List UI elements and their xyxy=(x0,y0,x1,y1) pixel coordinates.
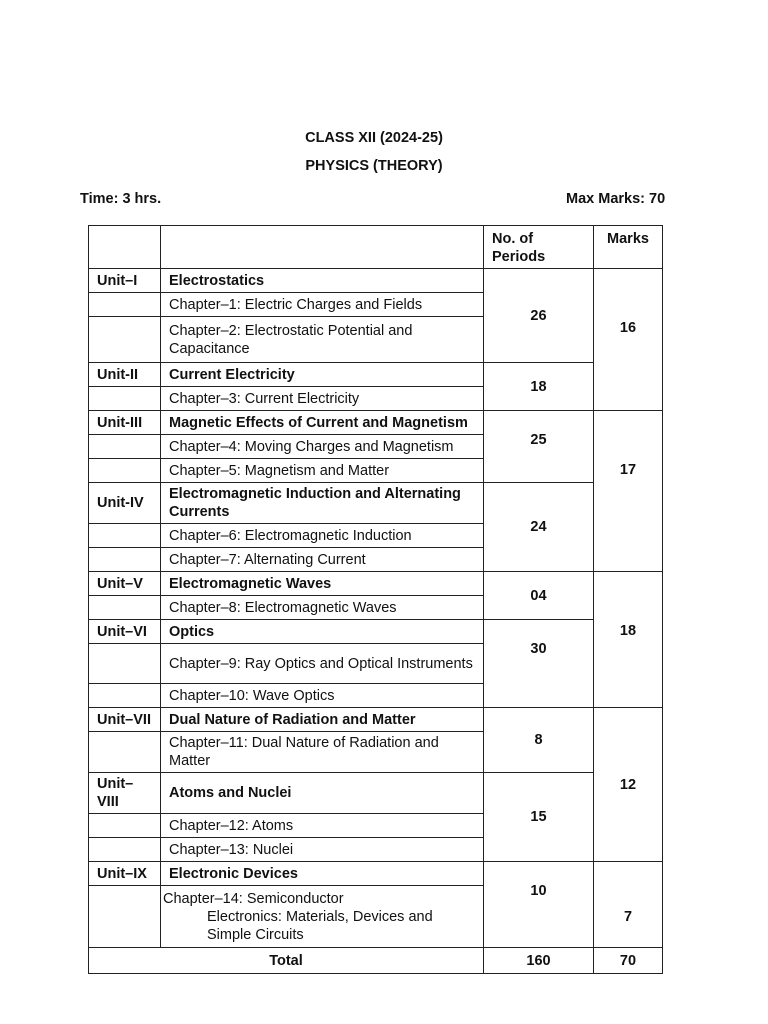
chapter: Chapter–9: Ray Optics and Optical Instruments xyxy=(161,644,484,684)
total-label: Total xyxy=(89,948,484,974)
chapter: Chapter–11: Dual Nature of Radiation and Matter xyxy=(161,732,484,773)
table-row xyxy=(89,483,663,524)
table-row xyxy=(89,411,663,435)
unit-title: Electromagnetic Waves xyxy=(161,572,484,596)
unit-periods: 24 xyxy=(484,483,594,572)
unit-periods: 15 xyxy=(484,773,594,862)
unit-blank xyxy=(89,814,161,838)
unit-periods: 18 xyxy=(484,363,594,411)
max-marks: Max Marks: 70 xyxy=(566,191,666,207)
unit-label: Unit-III xyxy=(89,411,161,435)
chapter: Chapter–5: Magnetism and Matter xyxy=(161,459,484,483)
unit-label: Unit–V xyxy=(89,572,161,596)
chapter: Chapter–3: Current Electricity xyxy=(161,387,484,411)
table-row xyxy=(89,572,663,596)
chapter: Chapter–4: Moving Charges and Magnetism xyxy=(161,435,484,459)
unit-blank xyxy=(89,317,161,363)
unit-label: Unit-IV xyxy=(89,483,161,524)
chapter-line: Electronics: Materials, Devices and xyxy=(207,908,433,925)
chapter: Chapter–2: Electrostatic Potential and Capacitance xyxy=(161,317,484,363)
document-subtitle: PHYSICS (THEORY) xyxy=(305,158,443,174)
unit-title: Electronic Devices xyxy=(161,862,484,886)
unit-label: Unit–VII xyxy=(89,708,161,732)
chapter: Chapter–12: Atoms xyxy=(161,814,484,838)
table-row xyxy=(89,708,663,732)
chapter: Chapter–8: Electromagnetic Waves xyxy=(161,596,484,620)
syllabus-table xyxy=(88,225,663,974)
unit-title: Electromagnetic Induction and Alternating Currents xyxy=(161,483,484,524)
unit-blank xyxy=(89,435,161,459)
unit-blank xyxy=(89,548,161,572)
chapter: Chapter–13: Nuclei xyxy=(161,838,484,862)
table-row xyxy=(89,363,663,387)
table-row xyxy=(89,862,663,886)
document-title: CLASS XII (2024-25) xyxy=(305,130,443,146)
table-row xyxy=(89,773,663,814)
unit-title: Atoms and Nuclei xyxy=(161,773,484,814)
header-topic xyxy=(161,226,484,269)
table-row xyxy=(89,620,663,644)
unit-label: Unit–VI xyxy=(89,620,161,644)
chapter: Chapter–10: Wave Optics xyxy=(161,684,484,708)
unit-title: Current Electricity xyxy=(161,363,484,387)
total-periods: 160 xyxy=(484,948,594,974)
unit-label: Unit–VIII xyxy=(89,773,161,814)
chapter: Chapter–7: Alternating Current xyxy=(161,548,484,572)
unit-blank xyxy=(89,387,161,411)
unit-periods: 04 xyxy=(484,572,594,620)
unit-label: Unit–IX xyxy=(89,862,161,886)
unit-title: Optics xyxy=(161,620,484,644)
unit-blank xyxy=(89,886,161,948)
header-marks: Marks xyxy=(594,226,663,269)
chapter-line: Simple Circuits xyxy=(207,926,304,943)
unit-title: Dual Nature of Radiation and Matter xyxy=(161,708,484,732)
unit-label: Unit-II xyxy=(89,363,161,387)
chapter xyxy=(161,886,484,948)
chapter-line: Chapter–14: Semiconductor xyxy=(163,890,344,907)
unit-blank xyxy=(89,459,161,483)
unit-blank xyxy=(89,684,161,708)
marks-group-5: 7 xyxy=(594,862,663,948)
unit-blank xyxy=(89,732,161,773)
total-marks: 70 xyxy=(594,948,663,974)
unit-blank xyxy=(89,524,161,548)
chapter: Chapter–1: Electric Charges and Fields xyxy=(161,293,484,317)
table-header-row xyxy=(89,226,663,269)
unit-title: Magnetic Effects of Current and Magnetism xyxy=(161,411,484,435)
header-periods: No. of Periods xyxy=(484,226,594,269)
unit-periods: 25 xyxy=(484,411,594,483)
unit-blank xyxy=(89,596,161,620)
marks-group-1: 16 xyxy=(594,269,663,411)
unit-blank xyxy=(89,293,161,317)
unit-periods: 26 xyxy=(484,269,594,363)
unit-blank xyxy=(89,644,161,684)
marks-group-3: 18 xyxy=(594,572,663,708)
total-row xyxy=(89,948,663,974)
exam-time: Time: 3 hrs. xyxy=(80,191,162,207)
header-unit xyxy=(89,226,161,269)
marks-group-4: 12 xyxy=(594,708,663,862)
unit-periods: 8 xyxy=(484,708,594,773)
unit-title: Electrostatics xyxy=(161,269,484,293)
unit-label: Unit–I xyxy=(89,269,161,293)
table-row xyxy=(89,269,663,293)
unit-periods: 30 xyxy=(484,620,594,708)
unit-blank xyxy=(89,838,161,862)
marks-group-2: 17 xyxy=(594,411,663,572)
chapter: Chapter–6: Electromagnetic Induction xyxy=(161,524,484,548)
unit-periods: 10 xyxy=(484,862,594,948)
